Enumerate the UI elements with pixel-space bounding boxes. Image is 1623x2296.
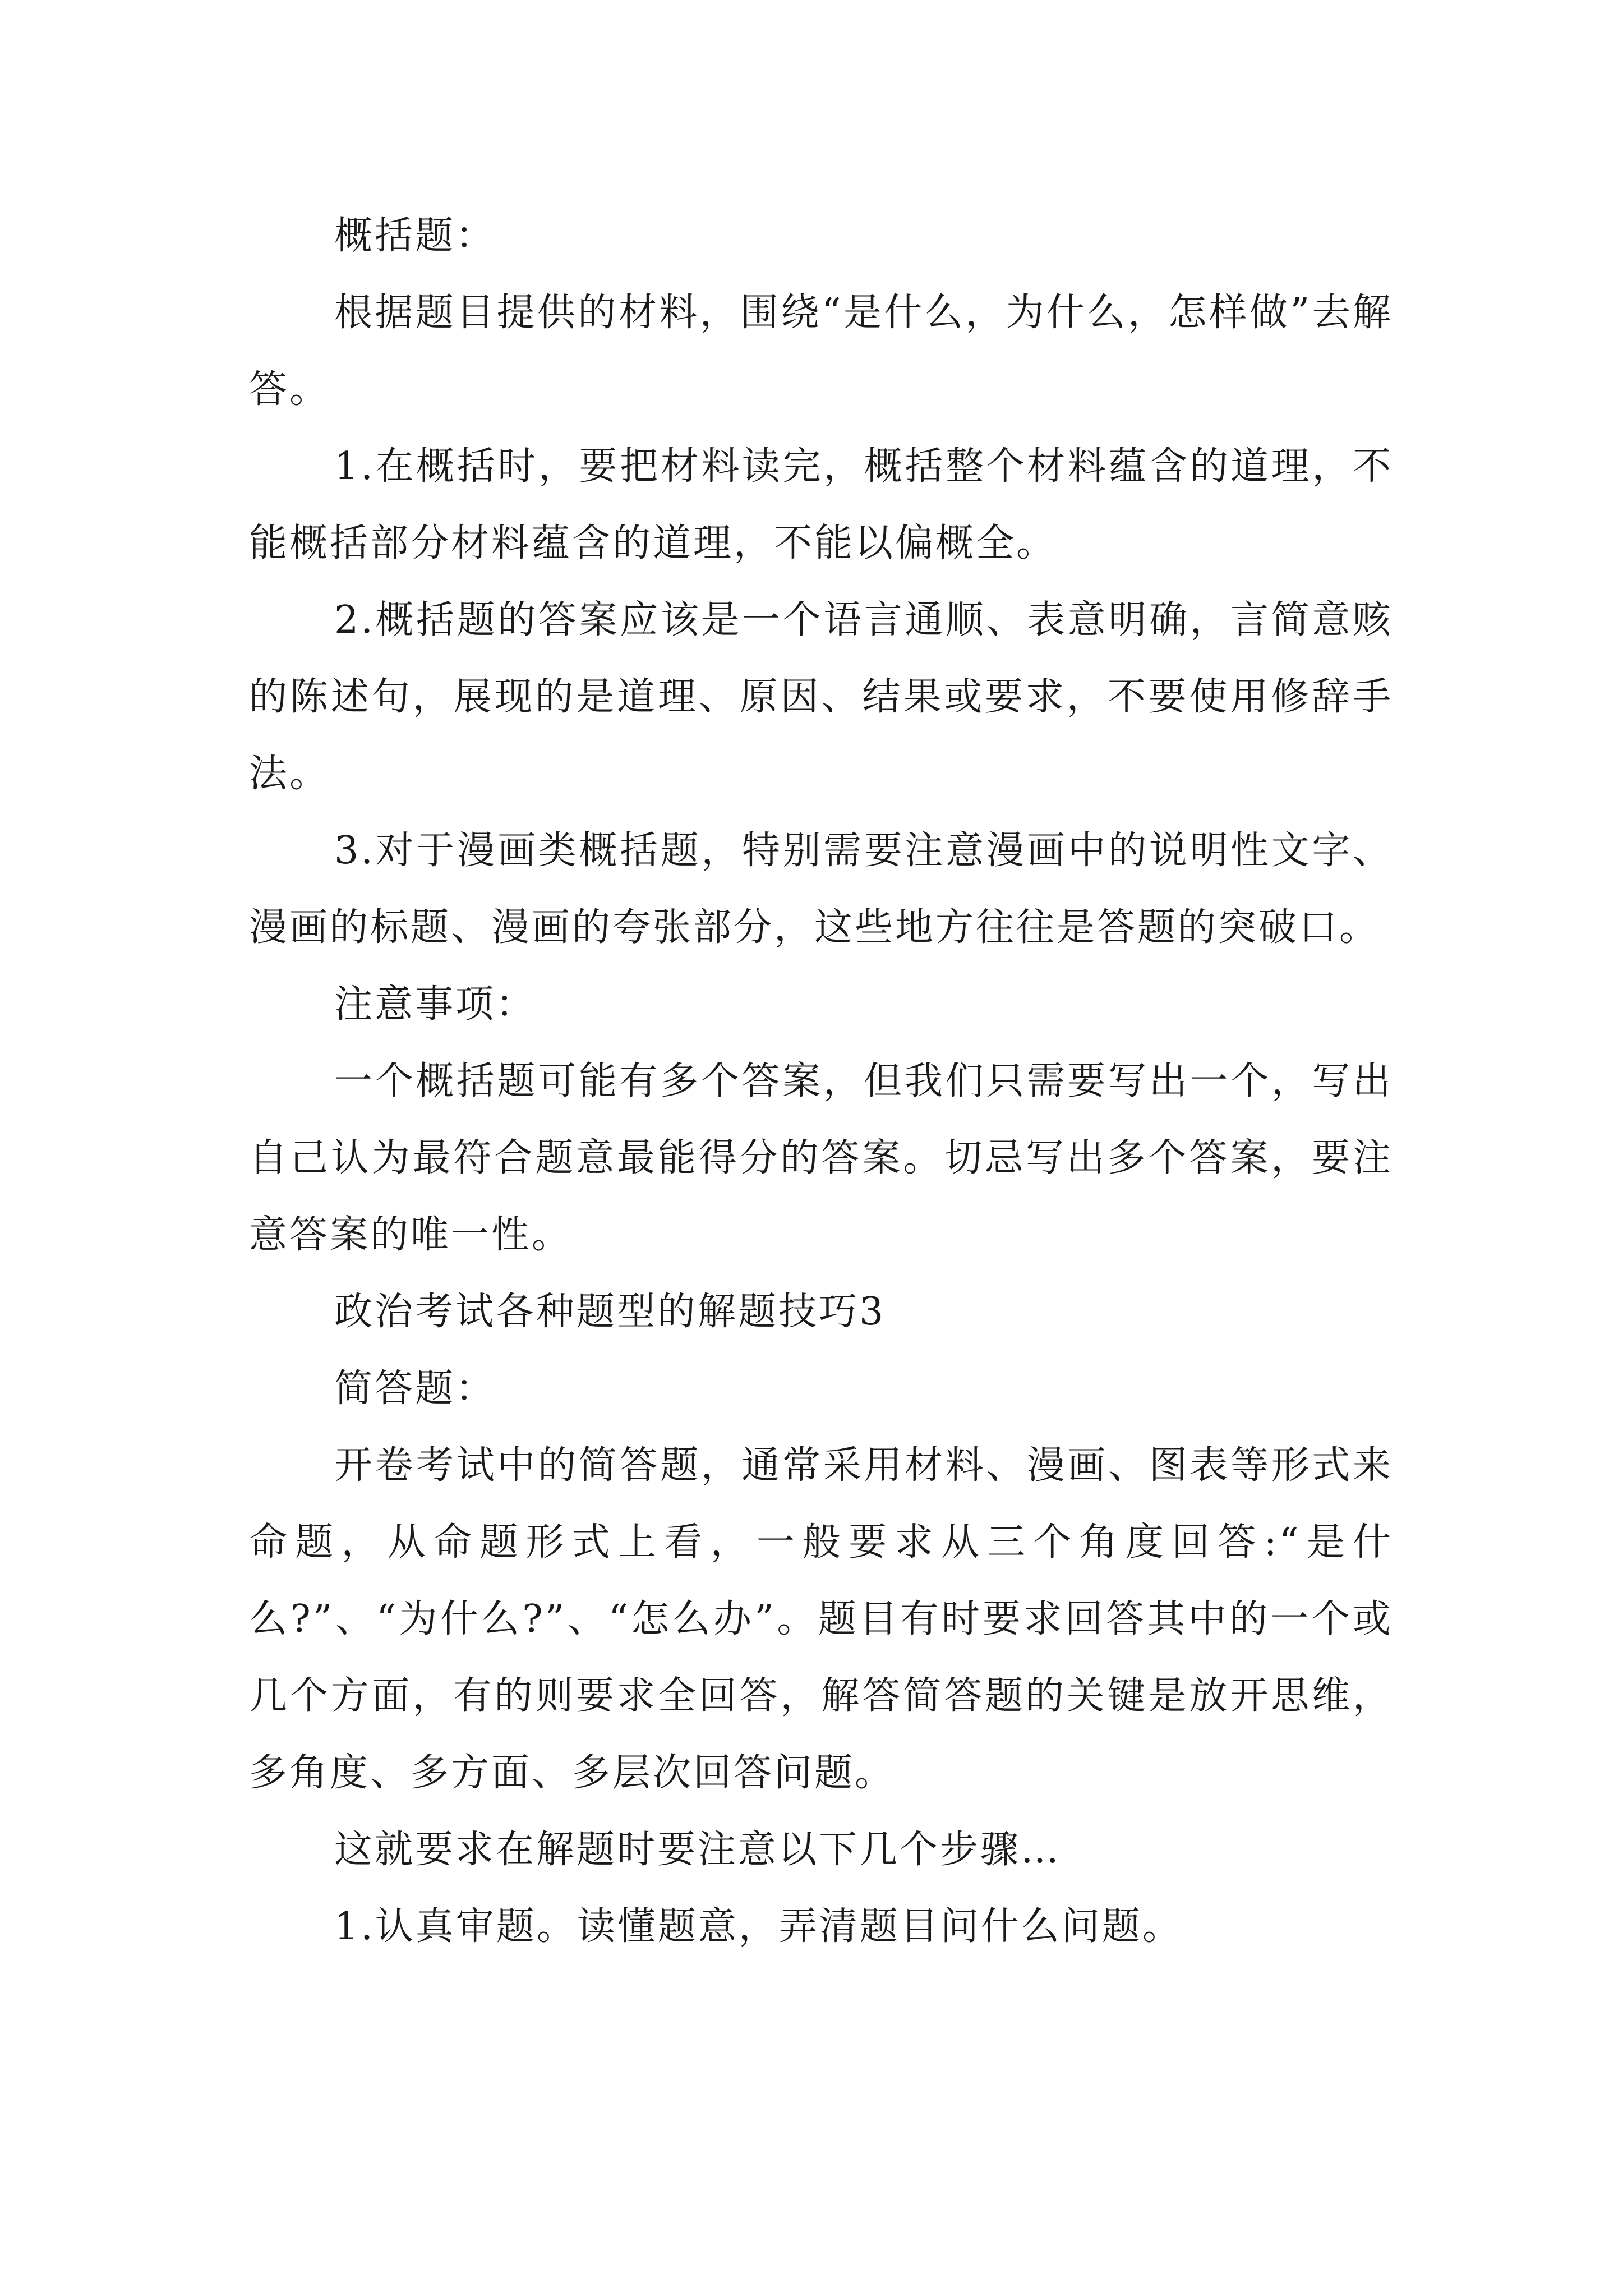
paragraph-steps-intro: 这就要求在解题时要注意以下几个步骤… <box>334 1828 1062 1872</box>
section-heading-notes: 注意事项： <box>334 982 537 1027</box>
document-body <box>249 197 1393 1965</box>
paragraph-point-3: 3.对于漫画类概括题，特别需要注意漫画中的说明性文字、漫画的标题、漫画的夸张部分，这些地方往往是答题的突破口。 <box>249 829 1393 950</box>
paragraph-point-1: 1.在概括时，要把材料读完，概括整个材料蕴含的道理，不能概括部分材料蕴含的道理，不能以偏概全。 <box>249 444 1393 565</box>
paragraph-step-1: 1.认真审题。读懂题意，弄清题目问什么问题。 <box>334 1904 1183 1949</box>
section-title-techniques-3: 政治考试各种题型的解题技巧3 <box>334 1290 886 1334</box>
paragraph-point-2: 2.概括题的答案应该是一个语言通顺、表意明确，言简意赅的陈述句，展现的是道理、原因、结果或要求，不要使用修辞手法。 <box>249 598 1393 796</box>
section-heading-summary: 概括题： <box>334 214 496 258</box>
paragraph-summary-intro: 根据题目提供的材料，围绕“是什么，为什么，怎样做”去解答。 <box>249 291 1393 412</box>
section-heading-short-answer: 简答题： <box>334 1366 496 1411</box>
paragraph-notes: 一个概括题可能有多个答案，但我们只需要写出一个，写出自己认为最符合题意最能得分的答案。切忌写出多个答案，要注意答案的唯一性。 <box>249 1059 1393 1257</box>
paragraph-short-answer-intro: 开卷考试中的简答题，通常采用材料、漫画、图表等形式来命题，从命题形式上看，一般要求从三个角度回答:“是什么?”、“为什么?”、“怎么办”。题目有时要求回答其中的一个或几个方面，有的则要求全回答，解答简答题的关键是放开思维，多角度、多方面、多层次回答问题。 <box>249 1443 1393 1795</box>
